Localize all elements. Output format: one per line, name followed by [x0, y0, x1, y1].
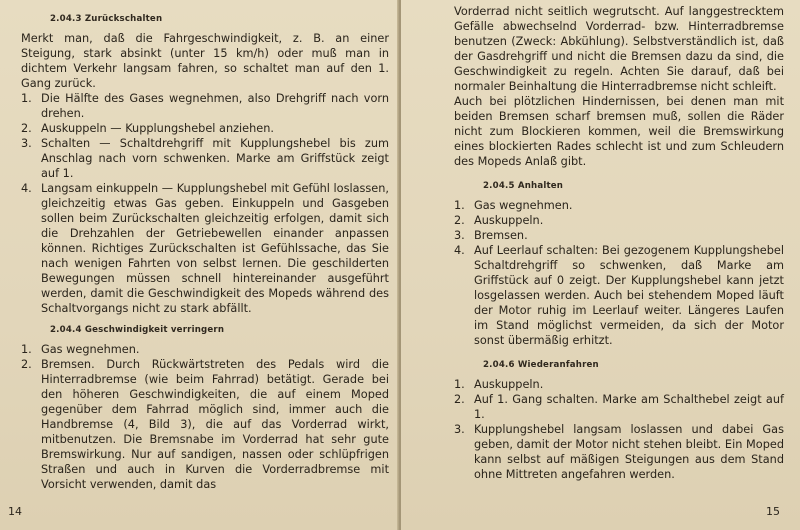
step-text: Auskuppeln. — [474, 214, 544, 227]
continuation-paragraph: Vorderrad nicht seitlich wegrutscht. Auf langgestrecktem Gefälle abwechselnd Vorderrad- bzw. Hinterradbremse benutzen (Zweck: Abkühlung). Selbstverständlich ist, daß der Gasdrehgriff und nicht die Bremsen dazu da sind, die Geschwindigkeit zu regeln. Achten Sie darauf, daß bei normaler Beinhaltung die Hinterradbremse nicht schleift. — [454, 5, 784, 93]
section-heading-zurueckschalten: 2.04.3 Zurückschalten — [50, 14, 163, 24]
list-item — [21, 357, 389, 492]
page-number: 15 — [766, 505, 780, 518]
continuation-paragraph-2: Auch bei plötzlichen Hindernissen, bei denen man mit beiden Bremsen scharf bremsen muß, sollen die Räder nicht zum Blockieren kommen, weil die Bremswirkung eines blockierten Rades schlecht ist und zum Schleudern des Mopeds Anlaß gibt. — [454, 95, 784, 168]
step-text: Schalten — Schaltdrehgriff mit Kupplungshebel bis zum Anschlag nach vorn schwenken. Marke am Griffstück zeigt auf 1. — [41, 137, 389, 180]
step-text: Auf Leerlauf schalten: Bei gezogenem Kupplungshebel Schaltdrehgriff so schwenken, daß Marke am Griffstück auf 0 zeigt. Der Kupplungshebel kann jetzt losgelassen werden. Auch bei stehendem Moped läuft der Motor ruhig im Leerlauf weiter. Längeres Laufen im Stand möglichst vermeiden, da sich der Motor sonst übermäßig erhitzt. — [474, 244, 784, 347]
step-text: Gas wegnehmen. — [474, 199, 573, 212]
section-heading-anhalten: 2.04.5 Anhalten — [483, 181, 564, 191]
list-item — [454, 228, 784, 243]
step-text: Die Hälfte des Gases wegnehmen, also Drehgriff nach vorn drehen. — [41, 92, 389, 120]
step-number: 1. — [21, 343, 32, 356]
step-number: 3. — [454, 423, 465, 436]
step-text: Langsam einkuppeln — Kupplungshebel mit Gefühl loslassen, gleichzeitig etwas Gas geben. Einkuppeln und Gasgeben sollen beim Zurückschalten gleichzeitig erfolgen, damit sich die Drehzahlen der Getriebewellen einander anpassen können. Richtiges Zurückschalten ist Gefühlssache, das Sie nach wenigen Fahrten von selbst lernen. Die geschilderten Bewegungen müssen schnell hintereinander ausgeführt werden, damit die Geschwindigkeit des Mopeds während des Schaltvorgangs nicht zu stark abfällt. — [41, 182, 389, 315]
list-item — [454, 198, 784, 213]
steps-wiederanfahren — [454, 377, 784, 482]
step-number: 2. — [454, 214, 465, 227]
list-item — [454, 392, 784, 422]
section-heading-wiederanfahren: 2.04.6 Wiederanfahren — [483, 360, 599, 370]
step-number: 2. — [21, 358, 32, 371]
list-item — [454, 422, 784, 482]
step-number: 1. — [21, 92, 32, 105]
left-page — [0, 0, 399, 530]
step-number: 2. — [21, 122, 32, 135]
intro-paragraph: Merkt man, daß die Fahrgeschwindigkeit, z. B. an einer Steigung, stark absinkt (unter 15 km/h) oder muß man in dichtem Verkehr langsam fahren, so schaltet man auf den 1. Gang zurück. — [21, 32, 389, 90]
list-item — [454, 243, 784, 348]
steps-anhalten — [454, 198, 784, 348]
steps-geschwindigkeit — [21, 342, 389, 492]
list-item — [21, 342, 389, 357]
list-item — [454, 213, 784, 228]
section-heading-geschwindigkeit: 2.04.4 Geschwindigkeit verringern — [50, 325, 225, 335]
step-number: 1. — [454, 199, 465, 212]
step-number: 4. — [454, 244, 465, 257]
step-text: Kupplungshebel langsam loslassen und dabei Gas geben, damit der Motor nicht stehen bleibt. Ein Moped kann selbst auf mäßigen Steigungen aus dem Stand ohne Mittreten angefahren werden. — [474, 423, 784, 481]
list-item — [21, 181, 389, 316]
step-text: Gas wegnehmen. — [41, 343, 140, 356]
step-text: Auf 1. Gang schalten. Marke am Schalthebel zeigt auf 1. — [474, 393, 784, 421]
step-text: Auskuppeln. — [474, 378, 544, 391]
list-item — [21, 91, 389, 121]
right-page — [401, 0, 800, 530]
step-number: 2. — [454, 393, 465, 406]
step-number: 3. — [454, 229, 465, 242]
list-item — [454, 377, 784, 392]
step-text: Auskuppeln — Kupplungshebel anziehen. — [41, 122, 274, 135]
step-text: Bremsen. Durch Rückwärtstreten des Pedals wird die Hinterradbremse (wie beim Fahrrad) betätigt. Gerade bei den höheren Geschwindigkeiten, die auf einem Moped gegenüber dem Fahrrad möglich sind, immer auch die Handbremse (4, Bild 3), die auf das Vorderrad wirkt, mitbenutzen. Die Bremsnabe im Vorderrad hat sehr gute Bremswirkung. Nur auf sandigen, nassen oder schlüpfrigen Straßen und auch in Kurven die Vorderradbremse mit Vorsicht verwenden, damit das — [41, 358, 389, 491]
list-item — [21, 121, 389, 136]
step-number: 4. — [21, 182, 32, 195]
page-number: 14 — [8, 505, 22, 518]
steps-zurueckschalten — [21, 91, 389, 316]
step-text: Bremsen. — [474, 229, 528, 242]
list-item — [21, 136, 389, 181]
step-number: 1. — [454, 378, 465, 391]
step-number: 3. — [21, 137, 32, 150]
